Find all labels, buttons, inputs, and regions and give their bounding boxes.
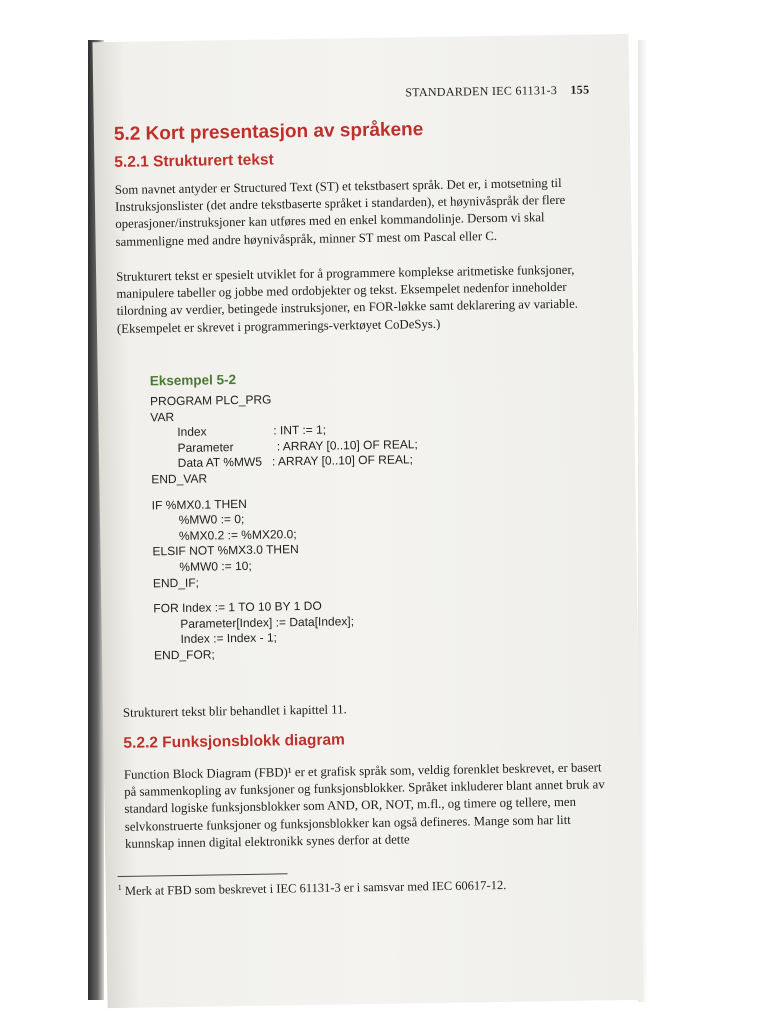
code-line: PROGRAM PLC_PRG [149, 392, 272, 409]
subsection-heading-st: 5.2.1 Strukturert tekst [114, 151, 274, 171]
subsection-heading-fbd: 5.2.2 Funksjonsblokk diagram [123, 731, 345, 752]
code-line: %MX0.2 := %MX20.0; [152, 526, 297, 544]
paragraph-st-closing: Strukturert tekst blir behandlet i kapittel 11. [122, 702, 347, 720]
paragraph-st-purpose: Strukturert tekst er spesielt utviklet for å programmere komplekse aritmetiske funksjoner, manipulere tabeller og jobbe med ordobjekter og tekst. Eksempelet nedenfor inneholder tilordning av verdier, betingede instruksjoner, en FOR-løkke samt deklarering av variable. (Eksempelet er skrevet i programmerings-verktøyet CoDeSys.) [116, 262, 579, 336]
code-block [150, 388, 554, 664]
footnote [118, 875, 598, 899]
footnote-mark: 1 [117, 882, 122, 892]
footnote-text: Merk at FBD som beskrevet i IEC 61131-3 er i samsvar med IEC 60617-12. [124, 878, 507, 899]
code-line: Parameter : ARRAY [0..10] OF REAL; [150, 436, 418, 456]
code-line: FOR Index := 1 TO 10 BY 1 DO [153, 598, 322, 616]
section-heading: 5.2 Kort presentasjon av språkene [113, 119, 424, 145]
code-line: END_FOR; [153, 647, 215, 663]
footnote-rule [118, 873, 288, 877]
example-title: Eksempel 5-2 [149, 372, 237, 389]
code-line: %MW0 := 0; [151, 512, 245, 528]
code-line: VAR [150, 409, 175, 424]
code-example [150, 367, 555, 664]
code-line: ELSIF NOT %MX3.0 THEN [152, 542, 299, 559]
page-number: 155 [570, 82, 590, 97]
code-line: Index := Index - 1; [153, 630, 278, 647]
code-line: Index : INT := 1; [150, 422, 327, 440]
code-line: %MW0 := 10; [152, 558, 252, 575]
code-line: END_VAR [151, 471, 208, 487]
paragraph-fbd: Function Block Diagram (FBD)¹ er et grafisk språk som, veldig forenklet beskrevet, er basert på sammenkopling av funksjoner og funksjonsblokker. Språket inkluderer blant annet bruk av standard logiske funksjonsblokker som AND, OR, NOT, m.fl., og timere og tellere, men selvkonstruerte funksjoner og funksjonsblokker kan også defineres. Mange som har litt kunnskap innen digital elektronikk synes derfor at dette [123, 760, 605, 851]
paragraph-st-intro: Som navnet antyder er Structured Text (ST) et tekstbasert språk. Det er, i motsetning til Instruksjonslister (det andre tekstbaserte språket i standarden), et høynivåspråk der flere operasjoner/instruksjoner kan utføres med en enkel kommandolinje. Dersom vi skal sammenligne med andre høynivåspråk, minner ST mest om Pascal eller C. [114, 175, 566, 249]
code-line: IF %MX0.1 THEN [151, 496, 247, 512]
running-header [405, 82, 605, 100]
book-page [92, 34, 643, 1008]
running-title: STANDARDEN IEC 61131-3 [405, 82, 558, 100]
code-line: Data AT %MW5 : ARRAY [0..10] OF REAL; [150, 452, 414, 471]
code-line: END_IF; [152, 575, 200, 590]
code-line: Parameter[Index] := Data[Index]; [153, 613, 355, 632]
